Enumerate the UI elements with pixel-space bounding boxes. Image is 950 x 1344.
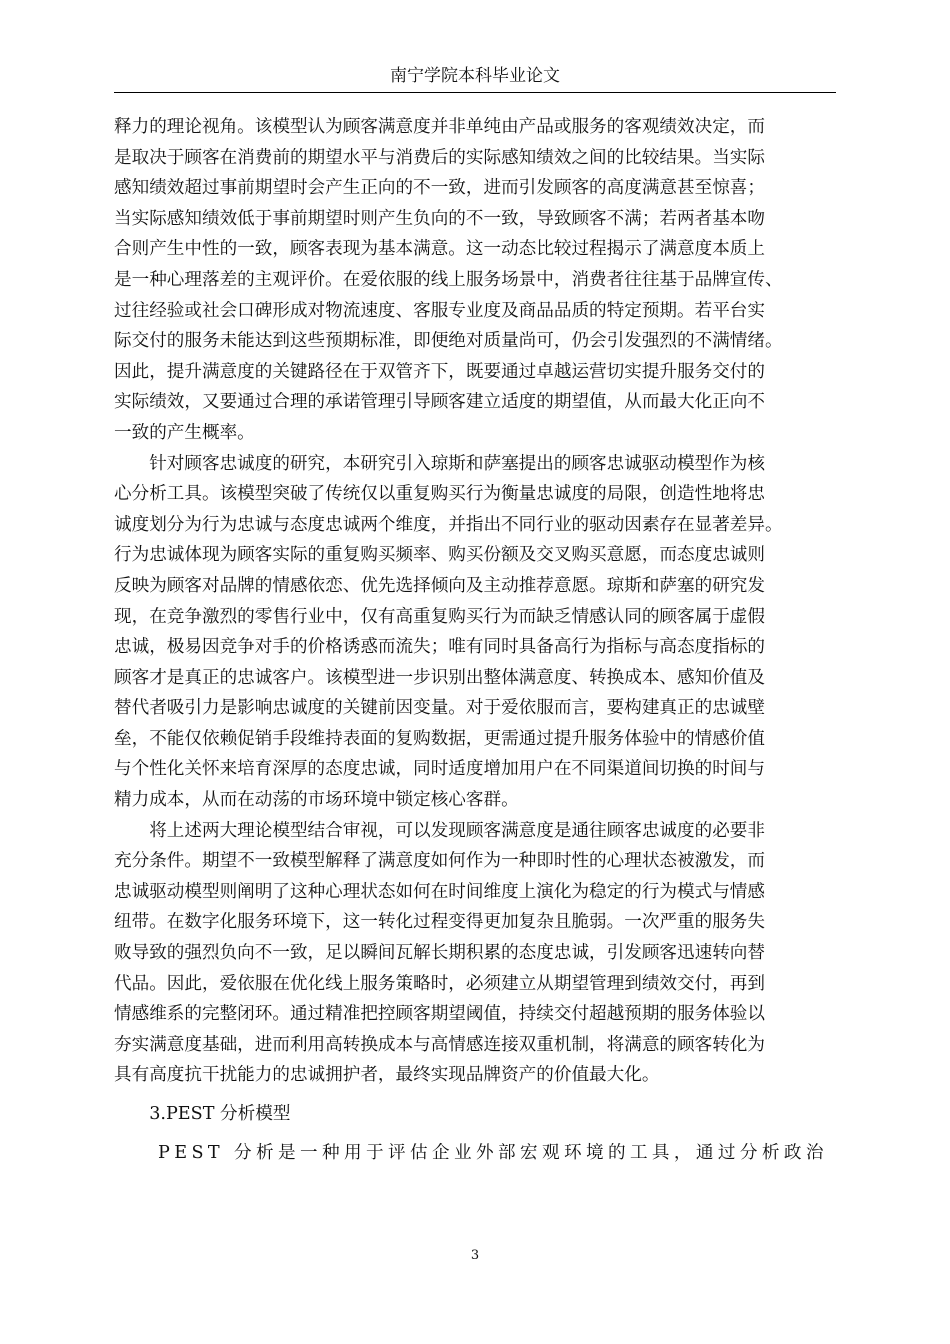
running-header: 南宁学院本科毕业论文 — [390, 66, 560, 86]
body-line: 忠诚，极易因竞争对手的价格诱惑而流失；唯有同时具备高行为指标与高态度指标的 — [114, 637, 765, 658]
body-line: 感知绩效超过事前期望时会产生正向的不一致，进而引发顾客的高度满意甚至惊喜； — [114, 178, 765, 199]
body-line: 败导致的强烈负向不一致，足以瞬间瓦解长期积累的态度忠诚，引发顾客迅速转向替 — [114, 943, 765, 964]
section-heading: 3.PEST 分析模型 — [114, 1104, 291, 1124]
body-line: 过往经验或社会口碑形成对物流速度、客服专业度及商品品质的特定预期。若平台实 — [114, 300, 765, 321]
page-number: 3 — [470, 1248, 480, 1263]
body-line: 垒，不能仅依赖促销手段维持表面的复购数据，更需通过提升服务体验中的情感价值 — [114, 728, 765, 749]
document-body — [114, 112, 836, 1168]
body-line: 针对顾客忠诚度的研究，本研究引入琼斯和萨塞提出的顾客忠诚驱动模型作为核 — [114, 453, 765, 474]
body-line: 代品。因此，爱依服在优化线上服务策略时，必须建立从期望管理到绩效交付，再到 — [114, 973, 765, 994]
body-line: 实际绩效，又要通过合理的承诺管理引导顾客建立适度的期望值，从而最大化正向不 — [114, 392, 765, 413]
body-line: 将上述两大理论模型结合审视，可以发现顾客满意度是通往顾客忠诚度的必要非 — [114, 820, 765, 841]
body-line: 具有高度抗干扰能力的忠诚拥护者，最终实现品牌资产的价值最大化。 — [114, 1065, 660, 1086]
body-line: 夯实满意度基础，进而利用高转换成本与高情感连接双重机制，将满意的顾客转化为 — [114, 1034, 765, 1055]
body-line: 因此，提升满意度的关键路径在于双管齐下，既要通过卓越运营切实提升服务交付的 — [114, 361, 765, 382]
body-line: 际交付的服务未能达到这些预期标准，即便绝对质量尚可，仍会引发强烈的不满情绪。 — [114, 331, 783, 352]
body-line: 合则产生中性的一致，顾客表现为基本满意。这一动态比较过程揭示了满意度本质上 — [114, 239, 765, 260]
body-line: 心分析工具。该模型突破了传统仅以重复购买行为衡量忠诚度的局限，创造性地将忠 — [114, 484, 765, 505]
body-line: 行为忠诚体现为顾客实际的重复购买频率、购买份额及交叉购买意愿，而态度忠诚则 — [114, 545, 765, 566]
body-line: 精力成本，从而在动荡的市场环境中锁定核心客群。 — [114, 790, 519, 811]
body-line: 替代者吸引力是影响忠诚度的关键前因变量。对于爱依服而言，要构建真正的忠诚壁 — [114, 698, 765, 719]
header-divider — [114, 92, 836, 93]
body-line: 是取决于顾客在消费前的期望水平与消费后的实际感知绩效之间的比较结果。当实际 — [114, 147, 765, 168]
body-line: PEST 分析是一种用于评估企业外部宏观环境的工具，通过分析政治 — [114, 1142, 828, 1163]
body-line: 诚度划分为行为忠诚与态度忠诚两个维度，并指出不同行业的驱动因素存在显著差异。 — [114, 514, 783, 535]
body-line: 反映为顾客对品牌的情感依恋、优先选择倾向及主动推荐意愿。琼斯和萨塞的研究发 — [114, 575, 765, 596]
body-line: 一致的产生概率。 — [114, 422, 255, 443]
body-line: 与个性化关怀来培育深厚的态度忠诚，同时适度增加用户在不同渠道间切换的时间与 — [114, 759, 765, 780]
body-line: 释力的理论视角。该模型认为顾客满意度并非单纯由产品或服务的客观绩效决定，而 — [114, 117, 765, 137]
body-line: 顾客才是真正的忠诚客户。该模型进一步识别出整体满意度、转换成本、感知价值及 — [114, 667, 765, 688]
body-line: 是一种心理落差的主观评价。在爱依服的线上服务场景中，消费者往往基于品牌宣传、 — [114, 269, 783, 290]
body-line: 现，在竞争激烈的零售行业中，仅有高重复购买行为而缺乏情感认同的顾客属于虚假 — [114, 606, 765, 627]
body-line: 情感维系的完整闭环。通过精准把控顾客期望阈值，持续交付超越预期的服务体验以 — [114, 1004, 765, 1025]
body-line: 充分条件。期望不一致模型解释了满意度如何作为一种即时性的心理状态被激发，而 — [114, 851, 765, 872]
body-line: 纽带。在数字化服务环境下，这一转化过程变得更加复杂且脆弱。一次严重的服务失 — [114, 912, 765, 933]
body-line: 忠诚驱动模型则阐明了这种心理状态如何在时间维度上演化为稳定的行为模式与情感 — [114, 881, 765, 902]
body-line: 当实际感知绩效低于事前期望时则产生负向的不一致，导致顾客不满；若两者基本吻 — [114, 208, 765, 229]
